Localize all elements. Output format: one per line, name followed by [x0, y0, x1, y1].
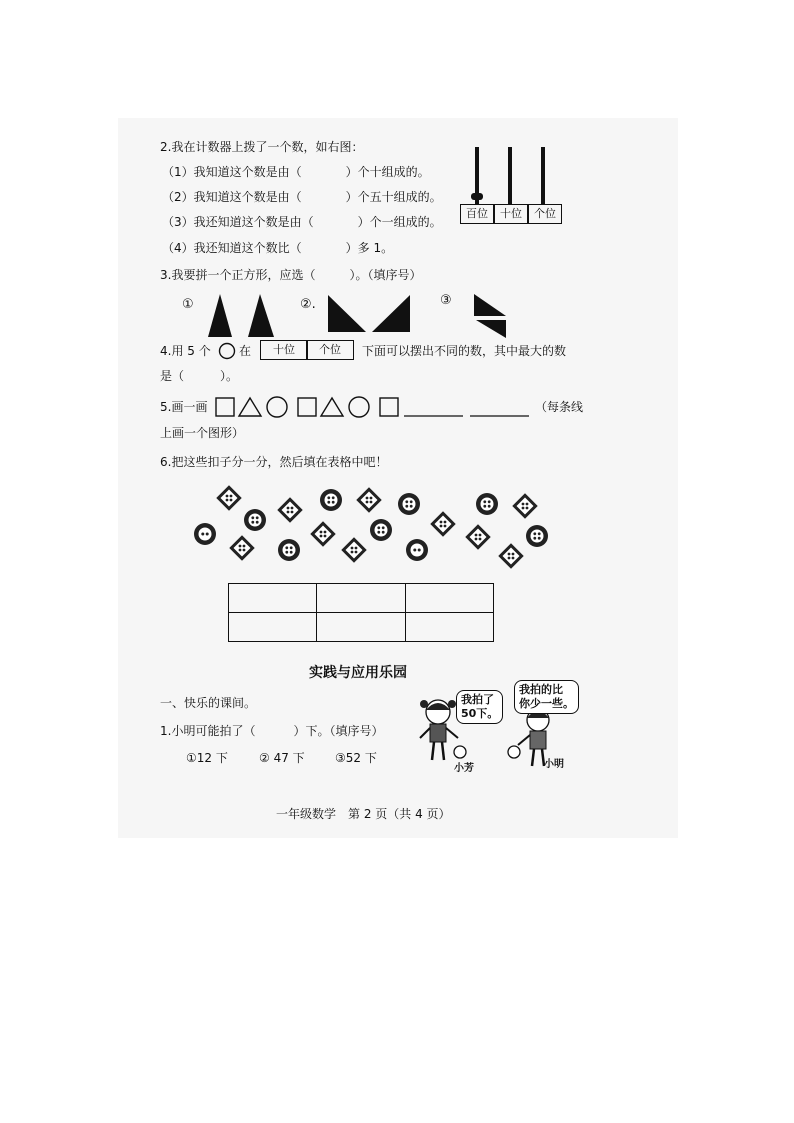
q6-stem: 6.把这些扣子分一分，然后填在表格中吧！ — [160, 455, 388, 469]
abacus-label-ones: 个位 — [528, 204, 562, 224]
buttons-figure — [185, 484, 555, 574]
section-subtitle: 一、快乐的课间。 — [160, 696, 257, 710]
diamond-button — [277, 497, 302, 522]
round-button — [320, 489, 342, 511]
diamond-button — [356, 487, 381, 512]
q5-pattern — [214, 395, 544, 421]
q3-option-3: ③ — [440, 293, 452, 308]
diamond-button — [512, 493, 537, 518]
abacus-label-hundreds: 百位 — [460, 204, 494, 224]
circle-icon — [218, 342, 236, 360]
q5-label: 5.画一画 — [160, 400, 208, 414]
diamond-button — [216, 485, 241, 510]
diamond-button — [465, 524, 490, 549]
q2-stem: 2.我在计数器上拨了一个数，如右图： — [160, 140, 364, 154]
option-3: ③52 下 — [335, 751, 377, 765]
square-shape — [298, 398, 316, 416]
q4-line2: 是（ ）。 — [160, 369, 239, 383]
table-cell[interactable] — [405, 613, 493, 642]
q4-part3: 下面可以摆出不同的数，其中最大的数 — [362, 344, 567, 358]
ball-icon — [508, 746, 520, 758]
triangle-shape-2 — [248, 294, 274, 337]
right-triangle-shape-1 — [328, 295, 366, 332]
q2-item-2: （2）我知道这个数是由（ ）个五十组成的。 — [162, 190, 442, 204]
table-cell[interactable] — [229, 584, 317, 613]
table-cell[interactable] — [229, 613, 317, 642]
name-right: 小明 — [544, 759, 564, 770]
round-button — [398, 493, 420, 515]
boy-figure — [508, 709, 549, 766]
square-shape — [380, 398, 398, 416]
round-button — [244, 509, 266, 531]
q5-note: （每条线 — [535, 400, 584, 414]
round-button — [278, 539, 300, 561]
diamond-button — [310, 521, 335, 546]
abacus-rod-ones — [541, 147, 545, 205]
abacus-label-tens: 十位 — [494, 204, 528, 224]
round-button — [526, 525, 548, 547]
q3-option-2: ②. — [300, 297, 316, 312]
ball-icon — [454, 746, 466, 758]
diamond-button — [498, 543, 523, 568]
q4-part2: 在 — [239, 344, 252, 358]
q3-shapes — [200, 290, 520, 340]
right-triangle-shape-2 — [372, 295, 410, 332]
abacus-bead — [471, 193, 483, 200]
triangle-outline — [321, 398, 343, 416]
table-cell[interactable] — [405, 584, 493, 613]
round-button — [370, 519, 392, 541]
q3-stem: 3.我要拼一个正方形，应选（ ）。（填序号） — [160, 268, 422, 282]
page-footer: 一年级数学 第 2 页（共 4 页） — [276, 807, 451, 821]
circle-shape — [267, 397, 287, 417]
section-q1: 1.小明可能拍了（ ）下。（填序号） — [160, 724, 384, 738]
q4-part1: 4.用 5 个 — [160, 344, 211, 358]
section-title: 实践与应用乐园 — [309, 665, 407, 681]
round-button — [476, 493, 498, 515]
q5-note2: 上画一个图形） — [160, 426, 245, 440]
table-cell[interactable] — [317, 613, 405, 642]
circle-shape — [349, 397, 369, 417]
triangle-outline — [239, 398, 261, 416]
round-button — [406, 539, 428, 561]
diamond-button — [229, 535, 254, 560]
name-left: 小芳 — [454, 763, 474, 774]
square-shape — [216, 398, 234, 416]
round-button — [194, 523, 216, 545]
q2-item-3: （3）我还知道这个数是由（ ）个一组成的。 — [162, 215, 442, 229]
triangle-shape-1 — [208, 294, 232, 337]
q2-item-1: （1）我知道这个数是由（ ）个十组成的。 — [162, 165, 430, 179]
option-1: ①12 下 — [186, 751, 228, 765]
q3-option-1: ① — [182, 297, 194, 312]
piece-shape-1 — [474, 294, 506, 316]
speech-bubble-right: 我拍的比 你少一些。 — [514, 680, 579, 714]
place-value-tens: 十位 — [260, 340, 308, 360]
answer-table — [228, 583, 494, 642]
speech-bubble-left: 我拍了 50下。 — [456, 690, 503, 724]
q2-item-4: （4）我还知道这个数比（ ）多 1。 — [162, 241, 394, 255]
table-cell[interactable] — [317, 584, 405, 613]
diamond-button — [341, 537, 366, 562]
option-2: ② 47 下 — [259, 751, 305, 765]
abacus-rod-tens — [508, 147, 512, 205]
piece-shape-2 — [476, 320, 506, 338]
diamond-button — [430, 511, 455, 536]
place-value-ones: 个位 — [306, 340, 354, 360]
